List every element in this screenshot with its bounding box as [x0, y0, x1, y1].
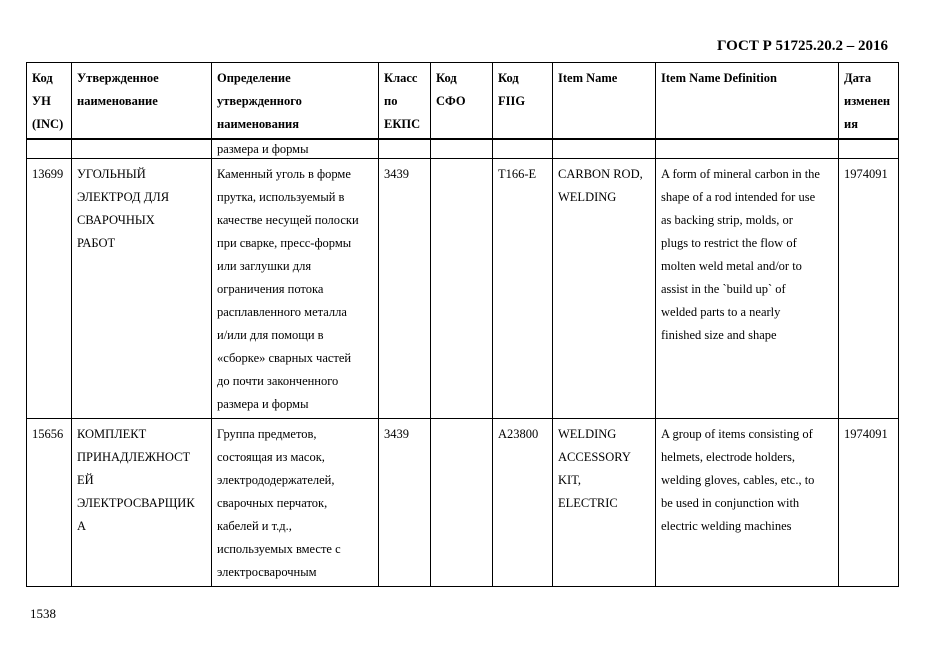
col-header-change-date: Дата изменен ия [839, 63, 899, 140]
item-name-cell: CARBON ROD, WELDING [553, 159, 656, 419]
item-name-definition-cell: A form of mineral carbon in the shape of a rod intended for use as backing strip, molds, or plugs to restrict the flow of molten weld metal and/or to assist in the `build up` of welded parts to a nearly finished size and shape [656, 159, 839, 419]
fiig-code-cell: T166-E [493, 159, 553, 419]
col-header-definition: Определение утвержденного наименования [212, 63, 379, 140]
page-number: 1538 [30, 606, 56, 621]
col-header-fiig-code: Код FIIG [493, 63, 553, 140]
definition-cell: Каменный уголь в форме прутка, используемый в качестве несущей полоски при сварке, пресс-формы или заглушки для ограничения потока расплавленного металла и/или для помощи в «сборке» сварных частей до почти законченного размера и формы [212, 159, 379, 419]
fiig-code-cell: A23800 [493, 419, 553, 587]
sfo-code-cell [431, 419, 493, 587]
col-header-item-name: Item Name [553, 63, 656, 140]
col-header-item-name-definition: Item Name Definition [656, 63, 839, 140]
continuation-row [27, 139, 899, 159]
ekps-class-cell: 3439 [379, 159, 431, 419]
inc-cell: 15656 [27, 419, 72, 587]
sfo-code-cell [431, 159, 493, 419]
definition-cell: Группа предметов, состоящая из масок, электрододержателей, сварочных перчаток, кабелей и т.д., используемых вместе с электросварочным [212, 419, 379, 587]
ekps-class-cell: 3439 [379, 419, 431, 587]
table-row [27, 159, 899, 419]
approved-name-cell: УГОЛЬНЫЙ ЭЛЕКТРОД ДЛЯ СВАРОЧНЫХ РАБОТ [72, 159, 212, 419]
table-row [27, 419, 899, 587]
document-standard-header: ГОСТ Р 51725.20.2 – 2016 [716, 38, 888, 54]
col-header-sfo-code: Код СФО [431, 63, 493, 140]
change-date-cell: 1974091 [839, 419, 899, 587]
continued-definition-cell: размера и формы [212, 139, 379, 159]
item-name-cell: WELDING ACCESSORY KIT, ELECTRIC [553, 419, 656, 587]
col-header-inc: Код УН (INC) [27, 63, 72, 140]
approved-name-cell: КОМПЛЕКТ ПРИНАДЛЕЖНОСТ ЕЙ ЭЛЕКТРОСВАРЩИК А [72, 419, 212, 587]
col-header-approved-name: Утвержденное наименование [72, 63, 212, 140]
table-header-row [27, 63, 899, 140]
item-name-definition-cell: A group of items consisting of helmets, electrode holders, welding gloves, cables, etc., to be used in conjunction with electric welding machines [656, 419, 839, 587]
inc-cell: 13699 [27, 159, 72, 419]
change-date-cell: 1974091 [839, 159, 899, 419]
col-header-ekps-class: Класс по ЕКПС [379, 63, 431, 140]
nomenclature-table [26, 62, 899, 587]
